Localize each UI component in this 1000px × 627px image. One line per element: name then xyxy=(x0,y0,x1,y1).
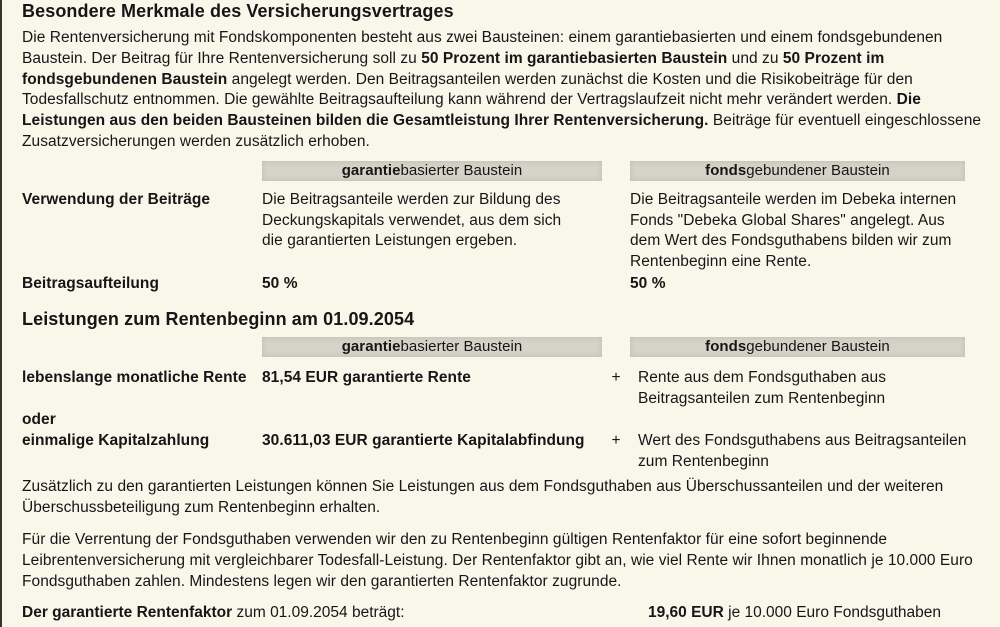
row-capital-label-or: oder xyxy=(22,411,56,429)
column-header-guaranteed xyxy=(262,161,602,181)
intro-text-3: angelegt werden. Den Beitragsanteilen werden zunächst die Kosten und die Risikobeiträge für den Todesfallschutz entnommen. Die gewählte Beitragsaufteilung kann während der Vertragslaufzeit nicht mehr verändert werden. xyxy=(22,70,913,109)
intro-text-4: Beiträge für eventuell eingeschlossene Zusatzversicherungen werden zusätzlich erhoben. xyxy=(22,112,982,150)
pension-factor-note: Für die Verrentung der Fondsguthaben verwenden wir den zu Rentenbeginn gültigen Rentenfaktor für eine sofort beginnende Leibrentenversicherung mit vergleichbarer Todesfall-Leistung. Der Rentenfaktor gibt an, wie viel Rente wir Ihnen monatlich je 10.000 Euro Fondsguthaben zahlen. Mindestens legen wir den garantierten Rentenfaktor zugrunde. xyxy=(22,531,973,590)
row-capital-label-main: einmalige Kapitalzahlung xyxy=(22,432,210,450)
contributions-header-row xyxy=(22,161,985,181)
benefits-column-header-fund-rest: gebundener Baustein xyxy=(746,337,890,355)
row-pension-label: lebenslange monatliche Rente xyxy=(22,368,247,386)
benefits-column-header-guaranteed xyxy=(262,337,602,357)
row-pension-fund: Rente aus dem Fondsguthaben aus Beitragsanteilen zum Rentenbeginn xyxy=(638,368,886,407)
guaranteed-factor-value-bold: 19,60 EUR xyxy=(648,603,724,621)
guaranteed-factor-value-rest: je 10.000 Euro Fondsguthaben xyxy=(723,603,941,621)
row-usage-guaranteed: Die Beitragsanteile werden zur Bildung des Deckungskapitals verwendet, aus dem sich die garantierten Leistungen ergeben. xyxy=(262,190,562,250)
intro-bold-guaranteed-split: 50 Prozent im garantiebasierten Baustein xyxy=(421,49,728,67)
benefits-heading: Leistungen zum Rentenbeginn am 01.09.2054 xyxy=(22,308,415,329)
benefits-column-header-guaranteed-rest: basierter Baustein xyxy=(400,337,523,355)
guaranteed-factor-label-rest: zum 01.09.2054 beträgt: xyxy=(232,603,405,621)
intro-bold-fund-split: 50 Prozent im fondsgebundenen Baustein xyxy=(22,49,885,88)
row-capital-label xyxy=(22,410,262,452)
column-header-fund xyxy=(630,161,965,181)
row-usage xyxy=(22,190,985,273)
plus-operator: + xyxy=(611,432,621,450)
row-usage-label: Verwendung der Beiträge xyxy=(22,190,211,208)
column-header-fund-rest: gebundener Baustein xyxy=(746,161,890,179)
row-pension-guaranteed: 81,54 EUR garantierte Rente xyxy=(262,368,471,386)
column-header-fund-bold: fonds xyxy=(705,161,747,179)
row-split-guaranteed: 50 % xyxy=(262,274,298,292)
intro-paragraph xyxy=(22,28,985,153)
guaranteed-factor-label xyxy=(22,604,405,621)
intro-bold-total-benefit: Die Leistungen aus den beiden Bausteinen bilden die Gesamtleistung Ihrer Rentenversicherung. xyxy=(22,91,921,130)
row-split-fund: 50 % xyxy=(630,274,666,292)
row-split xyxy=(22,274,985,295)
document-title: Besondere Merkmale des Versicherungsvertrages xyxy=(22,1,454,21)
row-pension xyxy=(22,368,985,410)
benefits-column-header-guaranteed-bold: garantie xyxy=(341,337,401,355)
intro-text-1: Die Rentenversicherung mit Fondskomponenten besteht aus zwei Bausteinen: einem garantiebasierten und einem fondsgebundenen Baustein. Der Beitrag für Ihre Rentenversicherung soll zu xyxy=(22,29,943,67)
guaranteed-factor-label-bold: Der garantierte Rentenfaktor xyxy=(22,603,233,621)
column-header-guaranteed-rest: basierter Baustein xyxy=(400,161,523,179)
row-capital-fund: Wert des Fondsguthabens aus Beitragsanteilen zum Rentenbeginn xyxy=(638,432,967,470)
surplus-note: Zusätzlich zu den garantierten Leistungen können Sie Leistungen aus dem Fondsguthaben aus Überschussanteilen und der weiteren Überschussbeteiligung zum Rentenbeginn erhalten. xyxy=(22,477,944,516)
row-capital-guaranteed: 30.611,03 EUR garantierte Kapitalabfindung xyxy=(262,432,585,450)
intro-text-2: und zu xyxy=(727,49,783,67)
guaranteed-factor-value xyxy=(648,603,941,624)
row-usage-fund: Die Beitragsanteile werden im Debeka internen Fonds "Debeka Global Shares" angelegt. Aus dem Wert des Fondsguthabens bilden wir zum Rentenbeginn eine Rente. xyxy=(630,190,957,271)
row-capital xyxy=(22,410,985,472)
guaranteed-factor-line xyxy=(22,603,985,624)
benefits-column-header-fund xyxy=(630,337,965,357)
column-header-guaranteed-bold: garantie xyxy=(341,161,401,179)
benefits-header-row xyxy=(22,337,985,357)
benefits-column-header-fund-bold: fonds xyxy=(705,337,747,355)
plus-operator: + xyxy=(611,368,621,386)
row-split-label: Beitragsaufteilung xyxy=(22,274,159,292)
